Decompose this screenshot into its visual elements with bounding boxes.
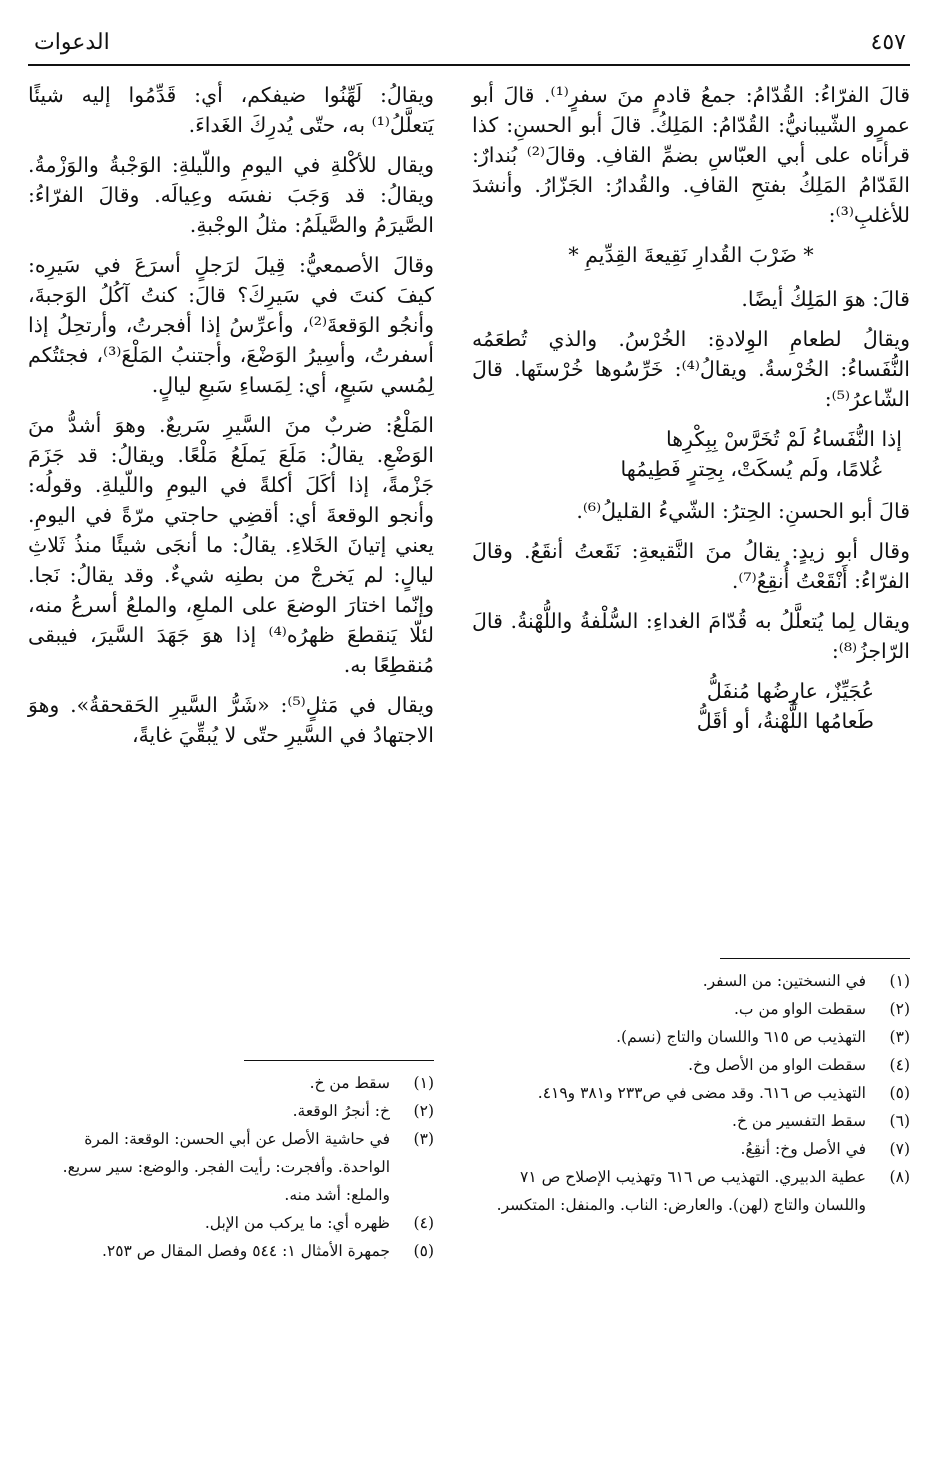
paragraph: ويقال للأكْلةِ في اليومِ واللّيلةِ: الوَجْبةُ والوَزْمةُ. ويقالُ: قد وَجَبَ نفسَه وعِيالَه. وقالَ الفرّاءُ: الصَّيرَمُ والصَّيلَمُ: مثلُ الوجْبةِ.: [28, 153, 434, 237]
paragraph: قالَ: هوَ المَلِكُ أيضًا.: [741, 287, 910, 311]
paragraph: المَلْعُ: ضربٌ منَ السَّيرِ سَريعٌ. وهوَ أشدُّ منَ الوَضْعِ. يقالُ: مَلَعَ يَملَعُ مَلْعًا. ويقالُ: قد جَزَمَ جَزْمةً، إذا أكَلَ أكلةً في اليومِ واللّيلةِ. وقولُه: وأنجو الوقعةَ أي: أقضِي حاجتي مرّةً في اليومِ. يعني إتيانَ الخَلاءِ. يقالُ: ما أنجَى شيئًا منذُ ثَلاثِ ليالٍ: لم يَخرجْ من بطنِه شيءٌ. وقد يقالُ: نَجا. وإنّما اختارَ الوضعَ على الملعِ، والملعُ أسرعُ منه، لئلّا يَنقطعَ ظهرُه⁽⁴⁾ إذا هوَ جَهَدَ السَّيرَ، فيبقى مُنقطِعًا به.: [28, 413, 434, 677]
left-column: [28, 80, 434, 760]
footnote: [472, 967, 910, 995]
paragraph: قالَ أبو الحسنِ: الحِترُ: الشّيءُ القليلُ⁽⁶⁾.: [576, 499, 910, 523]
footnote-text: التهذيب ص ٦١٦. وقد مضى في ص٢٣٣ و٣٨١ و٤١٩.: [537, 1084, 866, 1102]
footnote-number: (٥): [413, 1242, 434, 1260]
footnote-number: (٤): [889, 1056, 910, 1074]
verse-line: طَعامُها اللُّهْنةُ، أو أقَلُّ: [696, 709, 874, 733]
paragraph: قالَ الفرّاءُ: القُدّامُ: جمعُ قادمٍ منَ سفرٍ⁽¹⁾. قالَ أبو عمرٍو الشّيبانيُّ: القُدّامُ: المَلِكُ. قالَ أبو الحسنِ: كذا قرأناه على أبي العبّاسِ بضمِّ القافِ. وقالَ⁽²⁾ بُندارٌ: القَدّامُ المَلِكُ بفتحِ القافِ. والقُدارُ: الجَزّارُ. وأنشدَ للأغلبِ⁽³⁾:: [472, 83, 910, 227]
footnote-number: (١): [413, 1074, 434, 1092]
footnote: [28, 1069, 434, 1097]
footnote-text: خ: أنجرُ الوقعة.: [292, 1102, 390, 1120]
footnote-text: سقطت الواو من الأصل وخ.: [688, 1056, 866, 1074]
paragraph: وقال أبو زيدٍ: يقالُ منَ النَّقيعةِ: نَقَعتُ أنقَعُ. وقالَ الفرّاءُ: أَنْقَعْتُ أُنقِعُ⁽⁷⁾.: [472, 539, 910, 593]
footnote-text: جمهرة الأمثال ١: ٥٤٤ وفصل المقال ص ٢٥٣.: [101, 1242, 390, 1260]
verse-line: غُلامًا، ولَم يُسكَتْ، بِحِترٍ فَطِيمُها: [620, 457, 882, 481]
page-number: ٤٥٧: [870, 30, 906, 55]
verse-line: إذا النُّفَساءُ لَمْ تُخَرَّسْ بِبِكْرِها: [665, 427, 902, 451]
footnotes-right: [472, 958, 910, 1219]
footnote: [472, 1163, 910, 1219]
footnote-text: في حاشية الأصل عن أبي الحسن: الوقعة: المرة الواحدة. وأفجرت: رأيت الفجر. والوضع: سير سريع. والملع: أشد منه.: [62, 1130, 390, 1204]
verse-line: عُجَيِّزٌ، عارِضُها مُنفَلُّ: [706, 679, 874, 703]
verse-hemistich: * ضَرْبَ القُدارِ نَقِيعةَ القِدِّيمِ *: [568, 243, 814, 267]
footnote-number: (٣): [889, 1028, 910, 1046]
footnote-text: في الأصل وخ: أنقِعُ.: [740, 1140, 866, 1158]
right-column: [472, 80, 910, 736]
footnote-text: ظهره أي: ما يركب من الإبل.: [204, 1214, 390, 1232]
footnote: [28, 1097, 434, 1125]
footnote-text: التهذيب ص ٦١٥ واللسان والتاج (نسم).: [616, 1028, 866, 1046]
footnote-number: (٨): [889, 1168, 910, 1186]
footnote-number: (٤): [413, 1214, 434, 1232]
footnote-rule: [244, 1060, 434, 1061]
footnote: [472, 1051, 910, 1079]
footnote-text: في النسختين: من السفر.: [702, 972, 866, 990]
paragraph: ويقال في مَثلٍ⁽⁵⁾: «شَرُّ السَّيرِ الحَقحقةُ». وهوَ الاجتهادُ في السَّيرِ حتّى لا يُبقِّيَ غايةً،: [28, 693, 435, 747]
footnote-rule: [720, 958, 910, 959]
footnote-number: (٥): [889, 1084, 910, 1102]
footnote: [472, 1023, 910, 1051]
footnote: [472, 995, 910, 1023]
footnote-text: سقط التفسير من خ.: [732, 1112, 866, 1130]
footnote-text: عطية الدبيري. التهذيب ص ٦١٦ وتهذيب الإصلاح ص ٧١ واللسان والتاج (لهن). والعارض: الناب. والمنفل: المتكسر.: [496, 1168, 866, 1214]
footnote-number: (٣): [413, 1130, 434, 1148]
footnotes-left: [28, 1060, 434, 1265]
footnote: [472, 1135, 910, 1163]
footnote: [472, 1079, 910, 1107]
footnote-number: (٢): [889, 1000, 910, 1018]
footnote-number: (٧): [889, 1140, 910, 1158]
paragraph: ويقالُ لطعامِ الوِلادةِ: الخُرْسُ. والذي تُطعَمُه النُّفَساءُ: الخُرْسةُ. ويقالُ⁽⁴⁾: خَرِّسُوها خُرْستَها. قالَ الشّاعرُ⁽⁵⁾:: [472, 327, 910, 411]
paragraph: ويقالُ: لَهِّنُوا ضيفكم، أي: قَدِّمُوا إليه شيئًا يَتعلَّلُ⁽¹⁾ به، حتّى يُدرِكَ الغَداءَ.: [28, 83, 434, 137]
footnote: [472, 1107, 910, 1135]
footnote: [28, 1125, 434, 1209]
footnote: [28, 1209, 434, 1237]
running-title: الدعوات: [34, 30, 110, 55]
footnote: [28, 1237, 434, 1265]
footnote-number: (١): [889, 972, 910, 990]
footnote-text: سقط من خ.: [309, 1074, 390, 1092]
paragraph: ويقال لِما يُتعلَّلُ به قُدّامَ الغداءِ: السُّلْفةُ واللُّهْنةُ. قالَ الرّاجزُ⁽⁸⁾:: [472, 609, 910, 663]
paragraph: وقالَ الأصمعيُّ: قِيلَ لرَجلٍ أسرَعَ في سَيرِه: كيفَ كنتَ في سَيرِكَ؟ قالَ: كنتُ آكُلُ الوَجبةَ، وأنجُو الوَقعةَ⁽²⁾، وأعرِّسُ إذا أفجرتُ، وأرتحِلُ إذا أسفرتُ، وأسِيرُ الوَضْعَ، وأجتنبُ المَلْعَ⁽³⁾، فجئتُكم لِمُسي سَبعٍ، أي: لِمَساءِ سَبعِ ليالٍ.: [28, 253, 434, 397]
footnote-text: سقطت الواو من ب.: [734, 1000, 866, 1018]
page-header: [28, 24, 910, 66]
footnote-number: (٦): [889, 1112, 910, 1130]
footnote-number: (٢): [413, 1102, 434, 1120]
